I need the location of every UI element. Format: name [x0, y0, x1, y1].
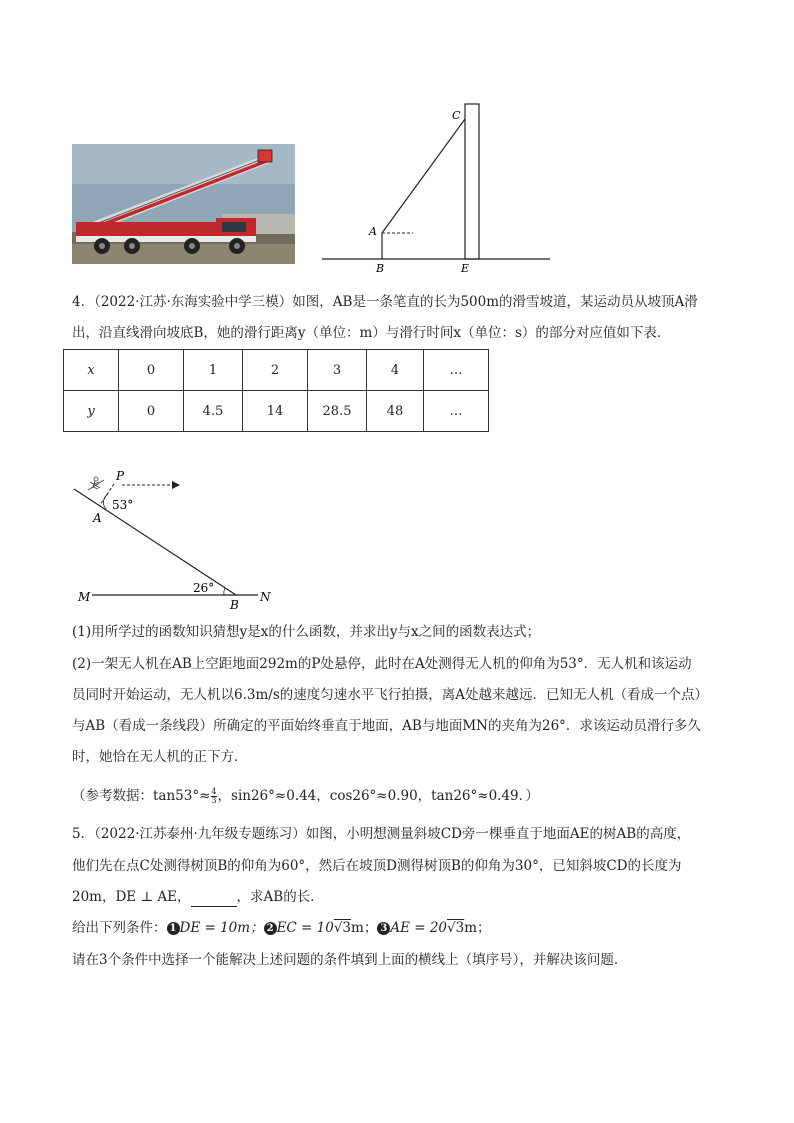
reference-data — [72, 786, 539, 806]
circled-3-icon: 3 — [377, 922, 390, 935]
circled-2-icon: 2 — [264, 922, 277, 935]
table-cell: … — [424, 391, 489, 432]
slope-AB — [74, 489, 236, 595]
condition-2: EC = 10 — [276, 920, 334, 936]
problem5-line3-end: ，求AB的长． — [236, 889, 324, 905]
table-cell: 4.5 — [184, 391, 243, 432]
label-C: C — [452, 109, 461, 122]
condition-3: AE = 20 — [390, 920, 448, 936]
label-B: B — [230, 598, 239, 612]
table-row — [64, 350, 489, 391]
question-2-line2: 员同时开始运动，无人机以6.3m/s的速度匀速水平飞行拍摄，离A处越来越远．已知无人机（看成一个点） — [72, 687, 708, 703]
question-2-line4: 时，她恰在无人机的正下方． — [72, 749, 248, 765]
table-cell: 0 — [119, 391, 184, 432]
sqrt3-b: √3 — [447, 920, 465, 936]
reference-prefix: （参考数据：tan53°≈ — [72, 788, 211, 804]
skier-icon — [88, 477, 104, 490]
ski-slope-diagram — [72, 466, 282, 612]
table-cell: 28.5 — [308, 391, 367, 432]
condition-3-unit: m； — [464, 920, 491, 936]
conditions-prefix: 给出下列条件： — [72, 920, 167, 936]
xy-table — [63, 349, 489, 432]
question-1: (1)用所学过的函数知识猜想y是x的什么函数，并求出y与x之间的函数表达式； — [72, 624, 541, 640]
circled-1-icon: 1 — [167, 922, 180, 935]
table-cell: 48 — [367, 391, 424, 432]
problem5-line3-start: 20m，DE ⊥ AE， — [72, 889, 191, 905]
problem5-line2: 他们先在点C处测得树顶B的仰角为60°，然后在坡顶D测得树顶B的仰角为30°，已知斜坡CD的长度为 — [72, 858, 682, 874]
reference-suffix: ，sin26°≈0.44，cos26°≈0.90，tan26°≈0.49．） — [217, 788, 539, 804]
table-cell: 14 — [243, 391, 308, 432]
condition-1: DE = 10m； — [179, 920, 264, 936]
question-2-line1: (2)一架无人机在AB上空距地面292m的P处悬停，此时在A处测得无人机的仰角为53°．无人机和该运动 — [72, 656, 692, 672]
table-row — [64, 391, 489, 432]
label-N: N — [260, 590, 271, 604]
question-2-line3: 与AB（看成一条线段）所确定的平面始终垂直于地面，AB与地面MN的夹角为26°．求该运动员滑行多久 — [72, 718, 701, 734]
problem5-line1: 5．（2022·江苏泰州·九年级专题练习）如图，小明想测量斜坡CD旁一棵垂直于地面AE的树AB的高度， — [72, 826, 691, 842]
label-M: M — [78, 590, 91, 604]
table-cell: x — [64, 350, 119, 391]
building — [465, 104, 479, 259]
label-A: A — [369, 225, 377, 238]
angle-26: 26° — [193, 581, 215, 595]
angle-53: 53° — [112, 498, 134, 512]
problem4-line1: 4．（2022·江苏·东海实验中学三模）如图，AB是一条笔直的长为500m的滑雪坡道，某运动员从坡顶A滑 — [72, 294, 698, 310]
table-cell: 2 — [243, 350, 308, 391]
fraction-4-3 — [211, 788, 216, 805]
table-cell: … — [424, 350, 489, 391]
answer-blank[interactable] — [191, 892, 237, 907]
ladder-line — [382, 119, 465, 233]
fraction-denominator: 3 — [211, 796, 217, 805]
table-cell: 0 — [119, 350, 184, 391]
problem4-line2: 出，沿直线滑向坡底B，她的滑行距离y（单位：m）与滑行时间x（单位：s）的部分对应值如下表． — [72, 325, 671, 341]
conditions-line — [72, 918, 491, 938]
table-cell: 3 — [308, 350, 367, 391]
condition-2-unit: m； — [351, 920, 378, 936]
fraction-numerator: 4 — [211, 787, 217, 796]
table-cell: y — [64, 391, 119, 432]
table-cell: 1 — [184, 350, 243, 391]
ladder-diagram — [318, 100, 554, 276]
sqrt3-a: √3 — [333, 920, 352, 936]
table-cell: 4 — [367, 350, 424, 391]
problem5-line3 — [72, 887, 324, 907]
problem5-line5: 请在3个条件中选择一个能解决上述问题的条件填到上面的横线上（填序号），并解决该问题． — [72, 952, 628, 968]
fire-truck-ladder-photo — [72, 144, 295, 264]
label-P: P — [116, 469, 125, 483]
label-B: B — [376, 262, 385, 275]
label-A: A — [93, 511, 102, 525]
label-E: E — [461, 262, 470, 275]
